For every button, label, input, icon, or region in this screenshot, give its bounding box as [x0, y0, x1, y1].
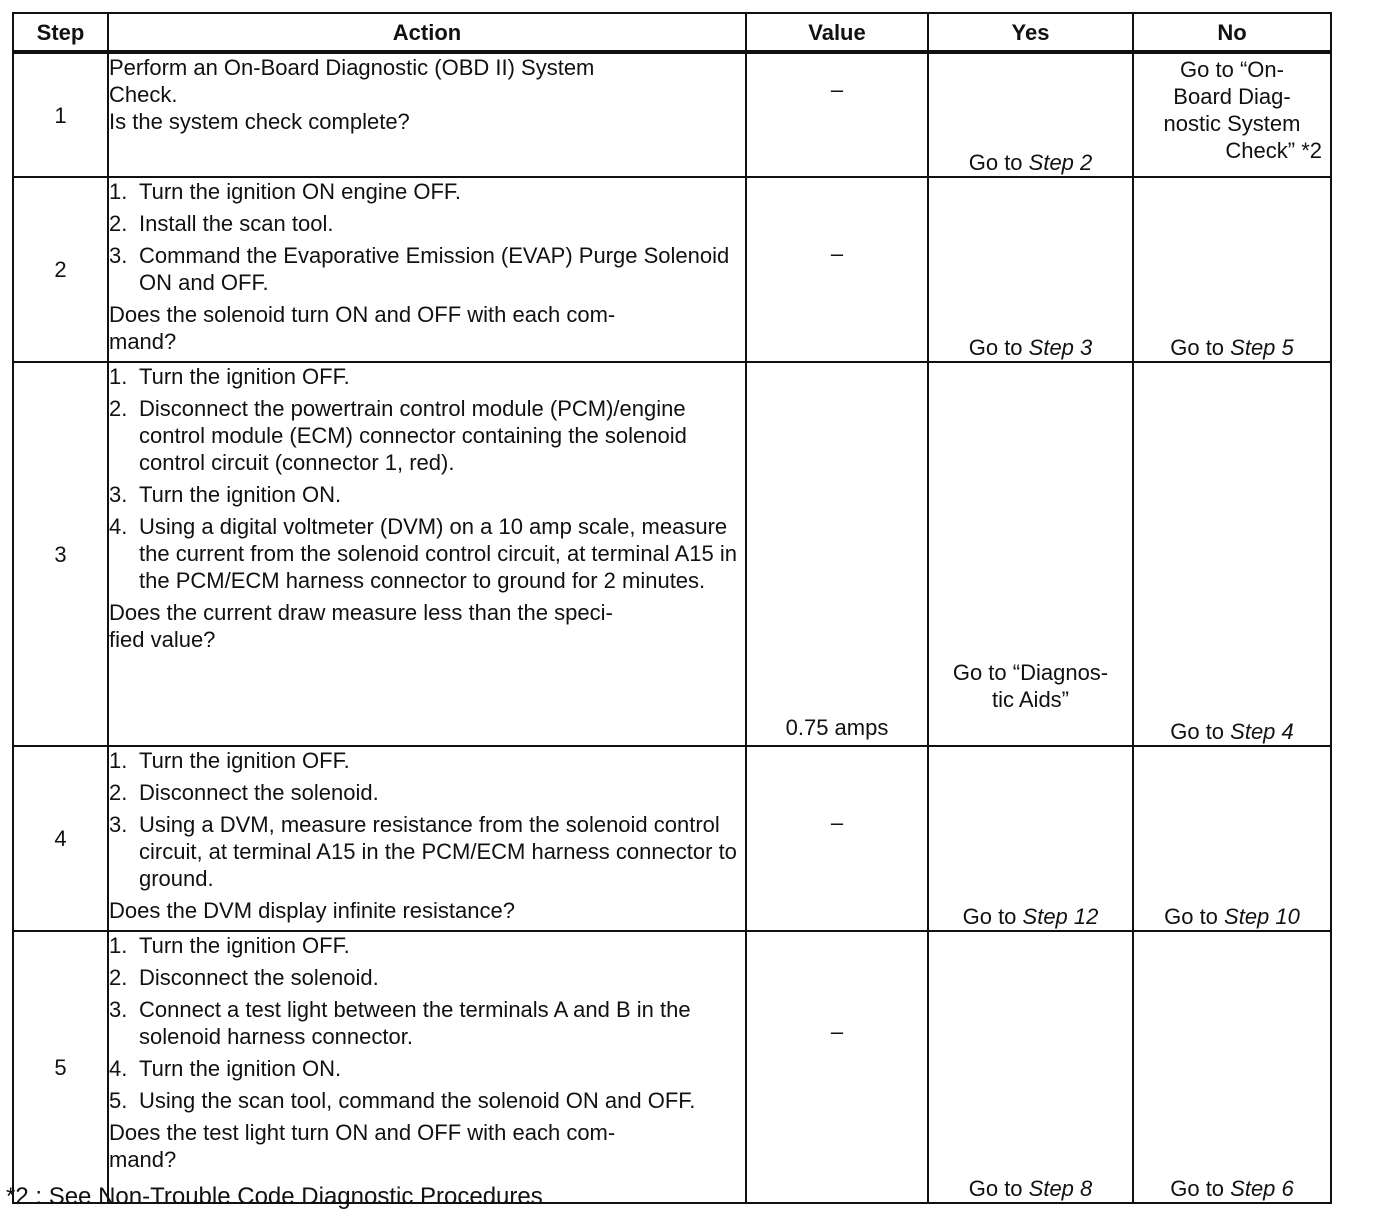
action-item: 3. Connect a test light between the terminals A and B in the solenoid harness connector. — [109, 997, 691, 1049]
action-item: 2. Disconnect the powertrain control module (PCM)/engine control module (ECM) connector containing the solenoid control circuit (connector 1, red). — [109, 396, 687, 475]
header-action: Action — [108, 13, 746, 52]
action-item: 2. Disconnect the solenoid. — [109, 780, 379, 805]
step-number: 3 — [13, 362, 108, 746]
step-number: 4 — [13, 746, 108, 931]
value-cell — [746, 52, 928, 177]
action-question: Does the current draw measure less than the speci- — [109, 600, 613, 625]
table-row — [13, 362, 1331, 746]
no-text: nostic System — [1163, 111, 1301, 136]
action-text: Perform an On-Board Diagnostic (OBD II) System — [109, 55, 595, 80]
no-cell — [1133, 362, 1331, 746]
step-number: 5 — [13, 931, 108, 1203]
action-question: Does the DVM display infinite resistance? — [109, 898, 515, 923]
action-item: 1. Turn the ignition ON engine OFF. — [109, 179, 462, 204]
header-value: Value — [746, 13, 928, 52]
header-step: Step — [13, 13, 108, 52]
header-yes: Yes — [928, 13, 1133, 52]
step-number: 1 — [13, 52, 108, 177]
no-cell — [1133, 177, 1331, 362]
yes-cell — [928, 177, 1133, 362]
step-number: 2 — [13, 177, 108, 362]
action-question: mand? — [109, 1147, 177, 1172]
action-item: 4. Turn the ignition ON. — [109, 1056, 342, 1081]
action-cell — [108, 931, 746, 1203]
no-cell — [1133, 746, 1331, 931]
action-item: 2. Install the scan tool. — [109, 211, 334, 236]
footnote: *2 : See Non-Trouble Code Diagnostic Procedures — [6, 1183, 543, 1210]
value-text: – — [830, 77, 844, 102]
value-cell — [746, 177, 928, 362]
action-item: 3. Using a DVM, measure resistance from the solenoid control circuit, at terminal A15 in the PCM/ECM harness connector to ground. — [109, 812, 737, 891]
no-step-ref: Step 6 — [1230, 1176, 1294, 1201]
no-text: Check” *2 — [1225, 138, 1322, 163]
table-row — [13, 746, 1331, 931]
action-question: fied value? — [109, 627, 216, 652]
action-item: 3. Command the Evaporative Emission (EVAP) Purge Solenoid ON and OFF. — [109, 243, 730, 295]
yes-cell — [928, 52, 1133, 177]
header-row — [13, 13, 1331, 52]
yes-cell — [928, 362, 1133, 746]
table-row — [13, 177, 1331, 362]
yes-prefix: Go to — [968, 150, 1029, 175]
action-item: 1. Turn the ignition OFF. — [109, 933, 350, 958]
no-prefix: Go to — [1170, 335, 1231, 360]
no-step-ref: Step 5 — [1230, 335, 1294, 360]
header-no: No — [1133, 13, 1331, 52]
yes-prefix: Go to — [968, 335, 1029, 360]
yes-step-ref: Step 3 — [1028, 335, 1093, 360]
action-question: Does the solenoid turn ON and OFF with each com- — [109, 302, 616, 327]
action-item: 2. Disconnect the solenoid. — [109, 965, 379, 990]
value-cell — [746, 746, 928, 931]
yes-text: tic Aids” — [991, 687, 1070, 712]
action-question: Is the system check complete? — [109, 109, 410, 134]
value-text: – — [830, 1019, 844, 1044]
no-prefix: Go to — [1164, 904, 1225, 929]
value-cell — [746, 362, 928, 746]
no-step-ref: Step 10 — [1224, 904, 1300, 929]
yes-prefix: Go to — [968, 1176, 1029, 1201]
table-row — [13, 931, 1331, 1203]
action-cell — [108, 52, 746, 177]
diagnostic-table — [12, 12, 1332, 1204]
no-text: Board Diag- — [1173, 84, 1291, 109]
no-prefix: Go to — [1170, 1176, 1231, 1201]
no-prefix: Go to — [1170, 719, 1231, 744]
yes-cell — [928, 746, 1133, 931]
action-question: Does the test light turn ON and OFF with each com- — [109, 1120, 616, 1145]
action-item: 1. Turn the ignition OFF. — [109, 748, 350, 773]
action-item: 4. Using a digital voltmeter (DVM) on a 10 amp scale, measure the current from the solenoid control circuit, at terminal A15 in the PCM/ECM harness connector to ground for 2 minutes. — [109, 514, 737, 593]
action-cell — [108, 177, 746, 362]
action-cell — [108, 746, 746, 931]
yes-cell — [928, 931, 1133, 1203]
table-row — [13, 52, 1331, 177]
no-text: Go to “On- — [1180, 57, 1284, 82]
action-cell — [108, 362, 746, 746]
action-question: mand? — [109, 329, 177, 354]
action-item: 1. Turn the ignition OFF. — [109, 364, 350, 389]
yes-step-ref: Step 2 — [1028, 150, 1093, 175]
action-item: 3. Turn the ignition ON. — [109, 482, 342, 507]
no-step-ref: Step 4 — [1230, 719, 1294, 744]
value-text: – — [830, 810, 844, 835]
action-item: 5. Using the scan tool, command the solenoid ON and OFF. — [109, 1088, 696, 1113]
yes-text: Go to “Diagnos- — [952, 660, 1109, 685]
yes-prefix: Go to — [962, 904, 1023, 929]
value-text: 0.75 amps — [785, 715, 889, 740]
action-text: Check. — [109, 82, 178, 107]
no-cell — [1133, 52, 1331, 177]
value-cell — [746, 931, 928, 1203]
value-text: – — [830, 241, 844, 266]
no-cell — [1133, 931, 1331, 1203]
yes-step-ref: Step 12 — [1022, 904, 1099, 929]
yes-step-ref: Step 8 — [1028, 1176, 1093, 1201]
